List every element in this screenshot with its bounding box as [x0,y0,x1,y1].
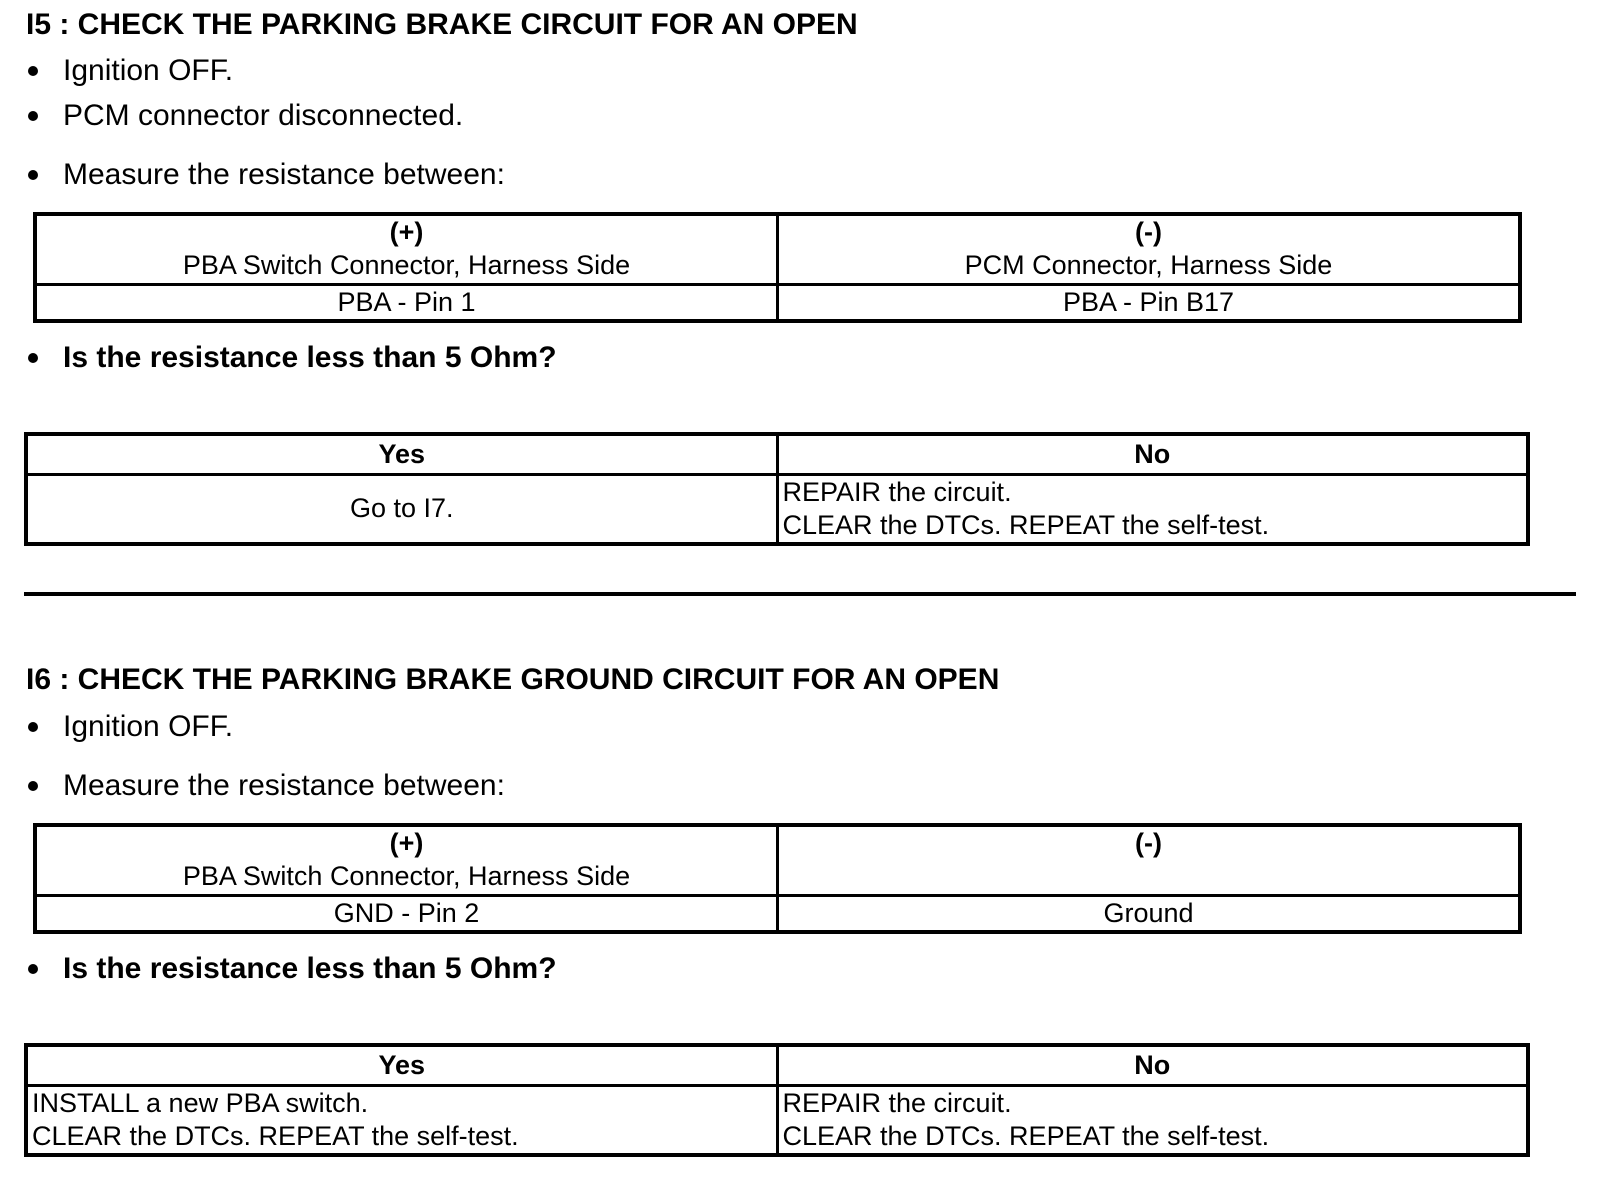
question-text: Is the resistance less than 5 Ohm? [63,952,557,985]
yes-action-line: Go to I7. [349,493,454,524]
no-action-cell [777,1085,1528,1155]
no-action-cell [777,474,1528,544]
bullet-icon [28,781,38,791]
step-text: Ignition OFF. [63,54,234,87]
plus-header-cell [35,825,778,895]
plus-header-cell [35,214,778,284]
minus-symbol: (-) [1135,828,1162,858]
yes-header: Yes [26,434,777,474]
minus-header-cell [778,214,1521,284]
question-item [28,341,557,375]
step-text: Ignition OFF. [63,710,234,743]
bullet-icon [28,170,38,180]
no-action-line: CLEAR the DTCs. REPEAT the self-test. [782,509,1270,540]
result-table [24,1043,1530,1157]
yes-action-line: INSTALL a new PBA switch. [32,1087,369,1118]
step-item [28,710,233,744]
yes-header: Yes [26,1045,777,1085]
no-action-line: CLEAR the DTCs. REPEAT the self-test. [782,1120,1270,1151]
result-table [24,432,1530,546]
plus-label: PBA Switch Connector, Harness Side [182,250,631,281]
minus-label: PCM Connector, Harness Side [964,250,1333,281]
no-header: No [777,434,1528,474]
step-text: Measure the resistance between: [63,769,505,802]
plus-value-cell: GND - Pin 2 [35,895,778,932]
step-item [28,769,505,803]
plus-value-cell: PBA - Pin 1 [35,284,778,321]
step-item [28,99,463,133]
measure-table [33,212,1522,323]
measure-table [33,823,1522,934]
question-text: Is the resistance less than 5 Ohm? [63,341,557,374]
section-heading-i5: I5 : CHECK THE PARKING BRAKE CIRCUIT FOR AN OPEN [26,8,858,41]
question-item [28,952,557,986]
minus-header-cell [778,825,1521,895]
minus-value-cell: Ground [778,895,1521,932]
bullet-icon [28,722,38,732]
step-text: PCM connector disconnected. [63,99,464,132]
section-divider [24,592,1576,596]
bullet-icon [28,111,38,121]
yes-action-line: CLEAR the DTCs. REPEAT the self-test. [32,1120,519,1151]
plus-symbol: (+) [389,828,424,859]
no-action-line: REPAIR the circuit. [782,476,1012,507]
bullet-icon [28,66,38,76]
yes-action-cell [26,474,777,544]
minus-symbol: (-) [1135,217,1162,248]
section-heading-i6: I6 : CHECK THE PARKING BRAKE GROUND CIRCUIT FOR AN OPEN [26,663,1000,696]
minus-value-cell: PBA - Pin B17 [778,284,1521,321]
plus-symbol: (+) [389,217,424,248]
step-item [28,158,505,192]
plus-label: PBA Switch Connector, Harness Side [182,861,631,892]
no-action-line: REPAIR the circuit. [782,1087,1012,1118]
step-item [28,54,233,88]
yes-action-cell [26,1085,777,1155]
no-header: No [777,1045,1528,1085]
bullet-icon [28,353,38,363]
step-text: Measure the resistance between: [63,158,505,191]
bullet-icon [28,964,38,974]
